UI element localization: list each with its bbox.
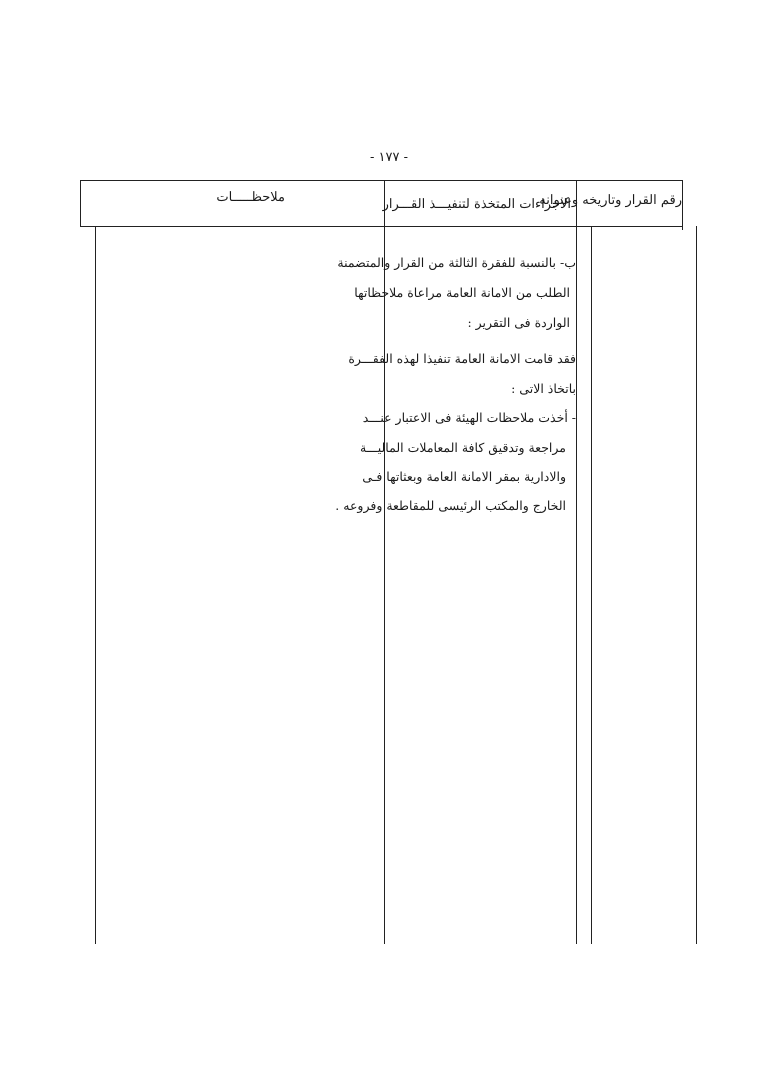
actions-line: الطلب من الامانة العامة مراعاة ملاحظاتها: [354, 285, 570, 300]
column-divider-decision: [591, 226, 592, 944]
actions-column-text: [335, 255, 576, 525]
header-notes: ملاحظـــــات: [216, 190, 285, 205]
actions-line: - أخذت ملاحظات الهيئة فى الاعتبار عنـــد: [362, 410, 576, 425]
header-decision: رقم القرار وتاريخه وعنوانه: [539, 193, 682, 208]
column-divider-actions: [576, 180, 577, 944]
actions-line: الخارج والمكتب الرئيسى للمقاطعة وفروعه .: [335, 498, 566, 513]
table-right-border: [682, 180, 683, 230]
actions-line: فقد قامت الامانة العامة تنفيذا لهذه الفقـــرة: [348, 351, 576, 366]
actions-line: باتخاذ الاتى :: [511, 381, 576, 396]
table-left-border: [80, 180, 81, 226]
actions-line: ب- بالنسبة للفقرة الثالثة من القرار والمتضمنة: [337, 255, 576, 270]
actions-line: الواردة فى التقرير :: [467, 315, 570, 330]
table-top-border: [80, 180, 682, 181]
right-column-line: [696, 226, 697, 944]
actions-line: والادارية بمقر الامانة العامة وبعثاتها فـى: [362, 469, 566, 484]
actions-line: مراجعة وتدقيق كافة المعاملات الماليـــة: [360, 440, 566, 455]
left-column-line: [95, 226, 96, 944]
header-actions: الاجراءات المتخذة لتنفيـــذ القـــرار: [382, 197, 571, 212]
page-number: - ١٧٧ -: [369, 150, 408, 165]
